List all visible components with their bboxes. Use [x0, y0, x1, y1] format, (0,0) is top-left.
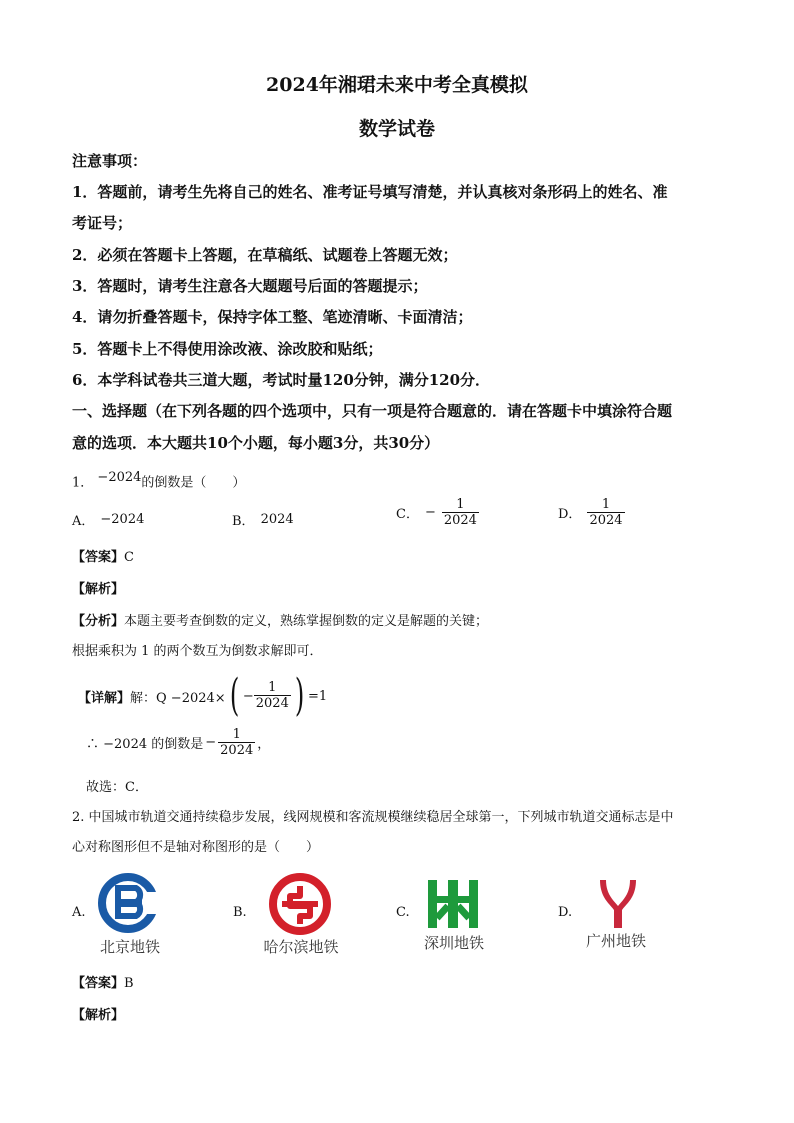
notice-item-3: 3．答题时，请考生注意各大题题号后面的答题提示；	[72, 277, 428, 295]
answer-line-q2	[72, 972, 134, 991]
notice-item-1-cont: 考证号；	[72, 214, 133, 232]
right-paren: )	[294, 670, 305, 721]
option-fraction	[587, 498, 624, 527]
detail-fraction	[254, 681, 291, 710]
fraction-numerator: 1	[268, 680, 277, 696]
notice-item-5: 5．答题卡上不得使用涂改液、涂改胶和贴纸；	[72, 340, 383, 358]
shenzhen-subway-logo-icon	[426, 878, 480, 930]
section-heading-line1: 一、选择题（在下列各题的四个选项中，只有一项是符合题意的．请在答题卡中填涂符合题	[72, 402, 673, 420]
option-value: −2024	[100, 512, 145, 527]
option-value: 2024	[260, 512, 294, 527]
therefore-text: ∴ −2024 的倒数是	[86, 737, 204, 753]
fraction-denominator: 2024	[589, 512, 623, 528]
therefore-suffix: ，	[257, 737, 271, 753]
exam-subtitle: 数学试卷	[358, 118, 435, 140]
fraction-denominator: 2024	[443, 512, 477, 528]
option-c	[396, 498, 479, 527]
section-heading-line2: 意的选项．本大题共10个小题，每小题3分，共30分）	[72, 434, 440, 452]
left-paren: (	[229, 670, 239, 721]
option-c-label: C.	[396, 905, 410, 920]
therefore-line	[86, 728, 270, 757]
option-sign: −	[424, 505, 436, 521]
option-b-label: B.	[233, 905, 247, 920]
option-label: B．	[232, 514, 255, 529]
fenxi-line	[72, 610, 488, 629]
answer-value: B	[124, 976, 134, 991]
option-label: C．	[396, 507, 419, 523]
question-number: 1．	[72, 475, 94, 491]
beijing-subway-logo-icon	[96, 872, 162, 934]
notice-item-4: 4．请勿折叠答题卡，保持字体工整、笔迹清晰、卡面清洁；	[72, 308, 473, 326]
analysis-label: 【解析】	[72, 1008, 125, 1023]
detail-neg-sign: −	[242, 688, 254, 704]
detail-line	[78, 670, 328, 721]
fraction-numerator: 1	[456, 497, 465, 512]
option-b-caption: 哈尔滨地铁	[263, 938, 339, 956]
detail-result: =1	[308, 688, 328, 704]
option-a	[72, 510, 144, 529]
option-d	[558, 498, 625, 527]
option-d-caption: 广州地铁	[585, 932, 646, 950]
answer-tag: 【答案】	[72, 550, 125, 565]
fenxi-line-2: 根据乘积为 1 的两个数互为倒数求解即可．	[72, 644, 323, 659]
question-1-stem	[72, 470, 245, 490]
option-label: A．	[72, 514, 95, 529]
detail-expression: 解：Q −2024×	[130, 690, 226, 706]
fenxi-text: 本题主要考查倒数的定义，熟练掌握倒数的定义是解题的关键；	[124, 614, 489, 629]
fraction-denominator: 2024	[220, 742, 254, 758]
notice-item-6: 6．本学科试卷共三道大题，考试时量120分钟，满分120分．	[72, 371, 491, 389]
fraction-denominator: 2024	[255, 696, 289, 711]
harbin-subway-logo-icon	[268, 872, 332, 936]
guangzhou-subway-logo-icon	[596, 878, 640, 930]
option-fraction	[442, 498, 479, 527]
option-a-label: A.	[72, 905, 86, 920]
notice-item-2: 2．必须在答题卡上答题，在草稿纸、试题卷上答题无效；	[72, 246, 458, 264]
option-c-caption: 深圳地铁	[423, 934, 484, 952]
notice-heading: 注意事项：	[72, 152, 148, 170]
analysis-tag-q2	[72, 1004, 124, 1023]
question-text: 的倒数是（ ）	[141, 475, 246, 491]
exam-title: 2024年湘珺未来中考全真模拟	[266, 74, 528, 96]
fraction-numerator: 1	[601, 497, 611, 512]
therefore-fraction	[218, 728, 255, 757]
answer-value: C	[124, 550, 134, 565]
detail-tag: 【详解】	[78, 690, 131, 706]
question-2-line2: 心对称图形但不是轴对称图形的是（ ）	[72, 840, 320, 855]
option-label: D．	[558, 507, 582, 523]
fenxi-tag: 【分析】	[72, 614, 125, 629]
question-2-line1: 2. 中国城市轨道交通持续稳步发展，线网规模和客流规模继续稳居全球第一，下列城市轨道交通标志是中	[72, 810, 674, 825]
question-expression: −2024	[97, 470, 142, 485]
answer-tag: 【答案】	[72, 976, 125, 991]
notice-item-1: 1．答题前，请考生先将自己的姓名、准考证号填写清楚，并认真核对条形码上的姓名、准	[72, 183, 668, 201]
option-d-label: D.	[558, 905, 573, 920]
analysis-label: 【解析】	[72, 582, 125, 597]
analysis-tag-q1	[72, 578, 124, 597]
therefore-neg-sign: −	[205, 735, 217, 751]
answer-line-q1	[72, 546, 134, 565]
option-b	[232, 510, 294, 529]
fraction-numerator: 1	[232, 727, 241, 742]
option-a-caption: 北京地铁	[99, 938, 160, 956]
choose-line: 故选：C．	[86, 780, 148, 795]
